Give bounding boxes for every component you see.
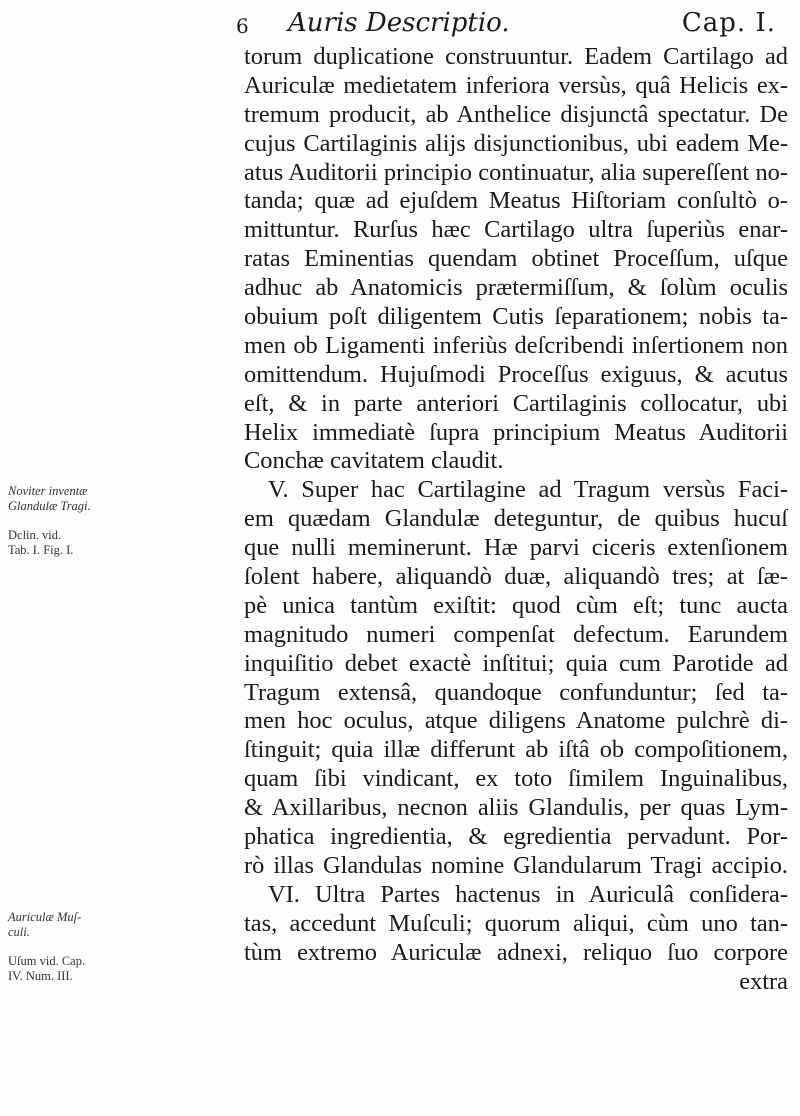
text-line: ſtinguit; quia illæ differunt ab iſtâ ob compoſitionem, <box>244 736 788 764</box>
margin-note-musculi: Auriculæ Muſ- culi. <box>8 910 82 939</box>
text-line: men ob Ligamenti inferiùs deſcribendi inſertionem non <box>244 331 788 359</box>
text-line: ratas Eminentias quendam obtinet Proceſſum, uſque <box>244 245 788 273</box>
text-line: torum duplicatione construuntur. Eadem Cartilago ad <box>244 43 788 70</box>
margin-note-delin-ref: Dclin. vid. Tab. I. Fig. I. <box>8 528 74 557</box>
text-line: ſolent habere, aliquandò duæ, aliquandò tres; at ſæ- <box>244 563 788 591</box>
text-line: pè unica tantùm exiſtit: quod cùm eſt; tunc aucta <box>244 591 788 619</box>
text-line: tùm extremo Auriculæ adnexi, reliquo ſuo corpore <box>244 938 788 966</box>
text-line: tas, accedunt Muſculi; quorum aliqui, cùm uno tan- <box>244 909 788 937</box>
text-line: que nulli meminerunt. Hæ parvi ciceris extenſionem <box>244 534 788 562</box>
text-line: obuium poſt diligentem Cutis ſeparationem; nobis ta- <box>244 303 788 331</box>
text-line: eſt, & in parte anteriori Cartilaginis collocatur, ubi <box>244 389 788 417</box>
text-line: phatica ingredientia, & egredientia pervadunt. Por- <box>244 823 788 851</box>
text-line: magnitudo numeri compenſat defectum. Earundem <box>244 620 788 648</box>
margin-note-glandulae: Noviter inventæ Glandulæ Tragi. <box>8 484 91 513</box>
running-header <box>236 8 776 48</box>
text-line: em quædam Glandulæ deteguntur, de quibus hucuſ <box>244 505 788 533</box>
text-line: omittendum. Hujuſmodi Proceſſus exiguus, & acutus <box>244 360 788 388</box>
paragraph-vi-start: VI. Ultra Partes hactenus in Auriculâ conſidera- <box>268 880 788 908</box>
text-line: tanda; quæ ad ejuſdem Meatus Hiſtoriam conſultò o- <box>244 187 788 215</box>
paragraph-v-start: V. Super hac Cartilagine ad Tragum versùs Faci- <box>268 476 788 504</box>
chapter-label: Cap. I. <box>681 8 776 38</box>
catchword: extra <box>739 967 788 995</box>
text-line: tremum producit, ab Anthelice disjunctâ spectatur. De <box>244 100 788 128</box>
text-line: Conchæ cavitatem claudit. <box>244 447 504 475</box>
text-line: inquiſitio debet exactè inſtitui; quia cum Parotide ad <box>244 649 788 677</box>
page-number: 6 <box>236 14 249 38</box>
text-line: mittuntur. Rurſus hæc Cartilago ultra ſuperiùs enar- <box>244 216 788 244</box>
text-line: quam ſibi vindicant, ex toto ſimilem Inguinalibus, <box>244 765 788 793</box>
text-line: Auriculæ medietatem inferiora versùs, quâ Helicis ex- <box>244 71 788 99</box>
text-line: adhuc ab Anatomicis prætermiſſum, & ſolùm oculis <box>244 274 788 302</box>
text-line: men hoc oculus, atque diligens Anatome pulchrè di- <box>244 707 788 735</box>
text-line: rò illas Glandulas nomine Glandularum Tragi accipio. <box>244 851 788 879</box>
text-line: atus Auditorii principio continuatur, alia supereſſent no- <box>244 158 788 186</box>
text-line: cujus Cartilaginis alijs disjunctionibus, ubi eadem Me- <box>244 129 788 157</box>
text-line: Tragum extensâ, quandoque confunduntur; ſed ta- <box>244 678 788 706</box>
margin-note-usum-ref: Uſum vid. Cap. IV. Num. III. <box>8 954 86 983</box>
text-line: Helix immediatè ſupra principium Meatus Auditorii <box>244 418 788 446</box>
main-text-block <box>244 43 788 996</box>
running-title: Auris Descriptio. <box>288 8 510 38</box>
text-line: & Axillaribus, necnon aliis Glandulis, per quas Lym- <box>244 794 788 822</box>
